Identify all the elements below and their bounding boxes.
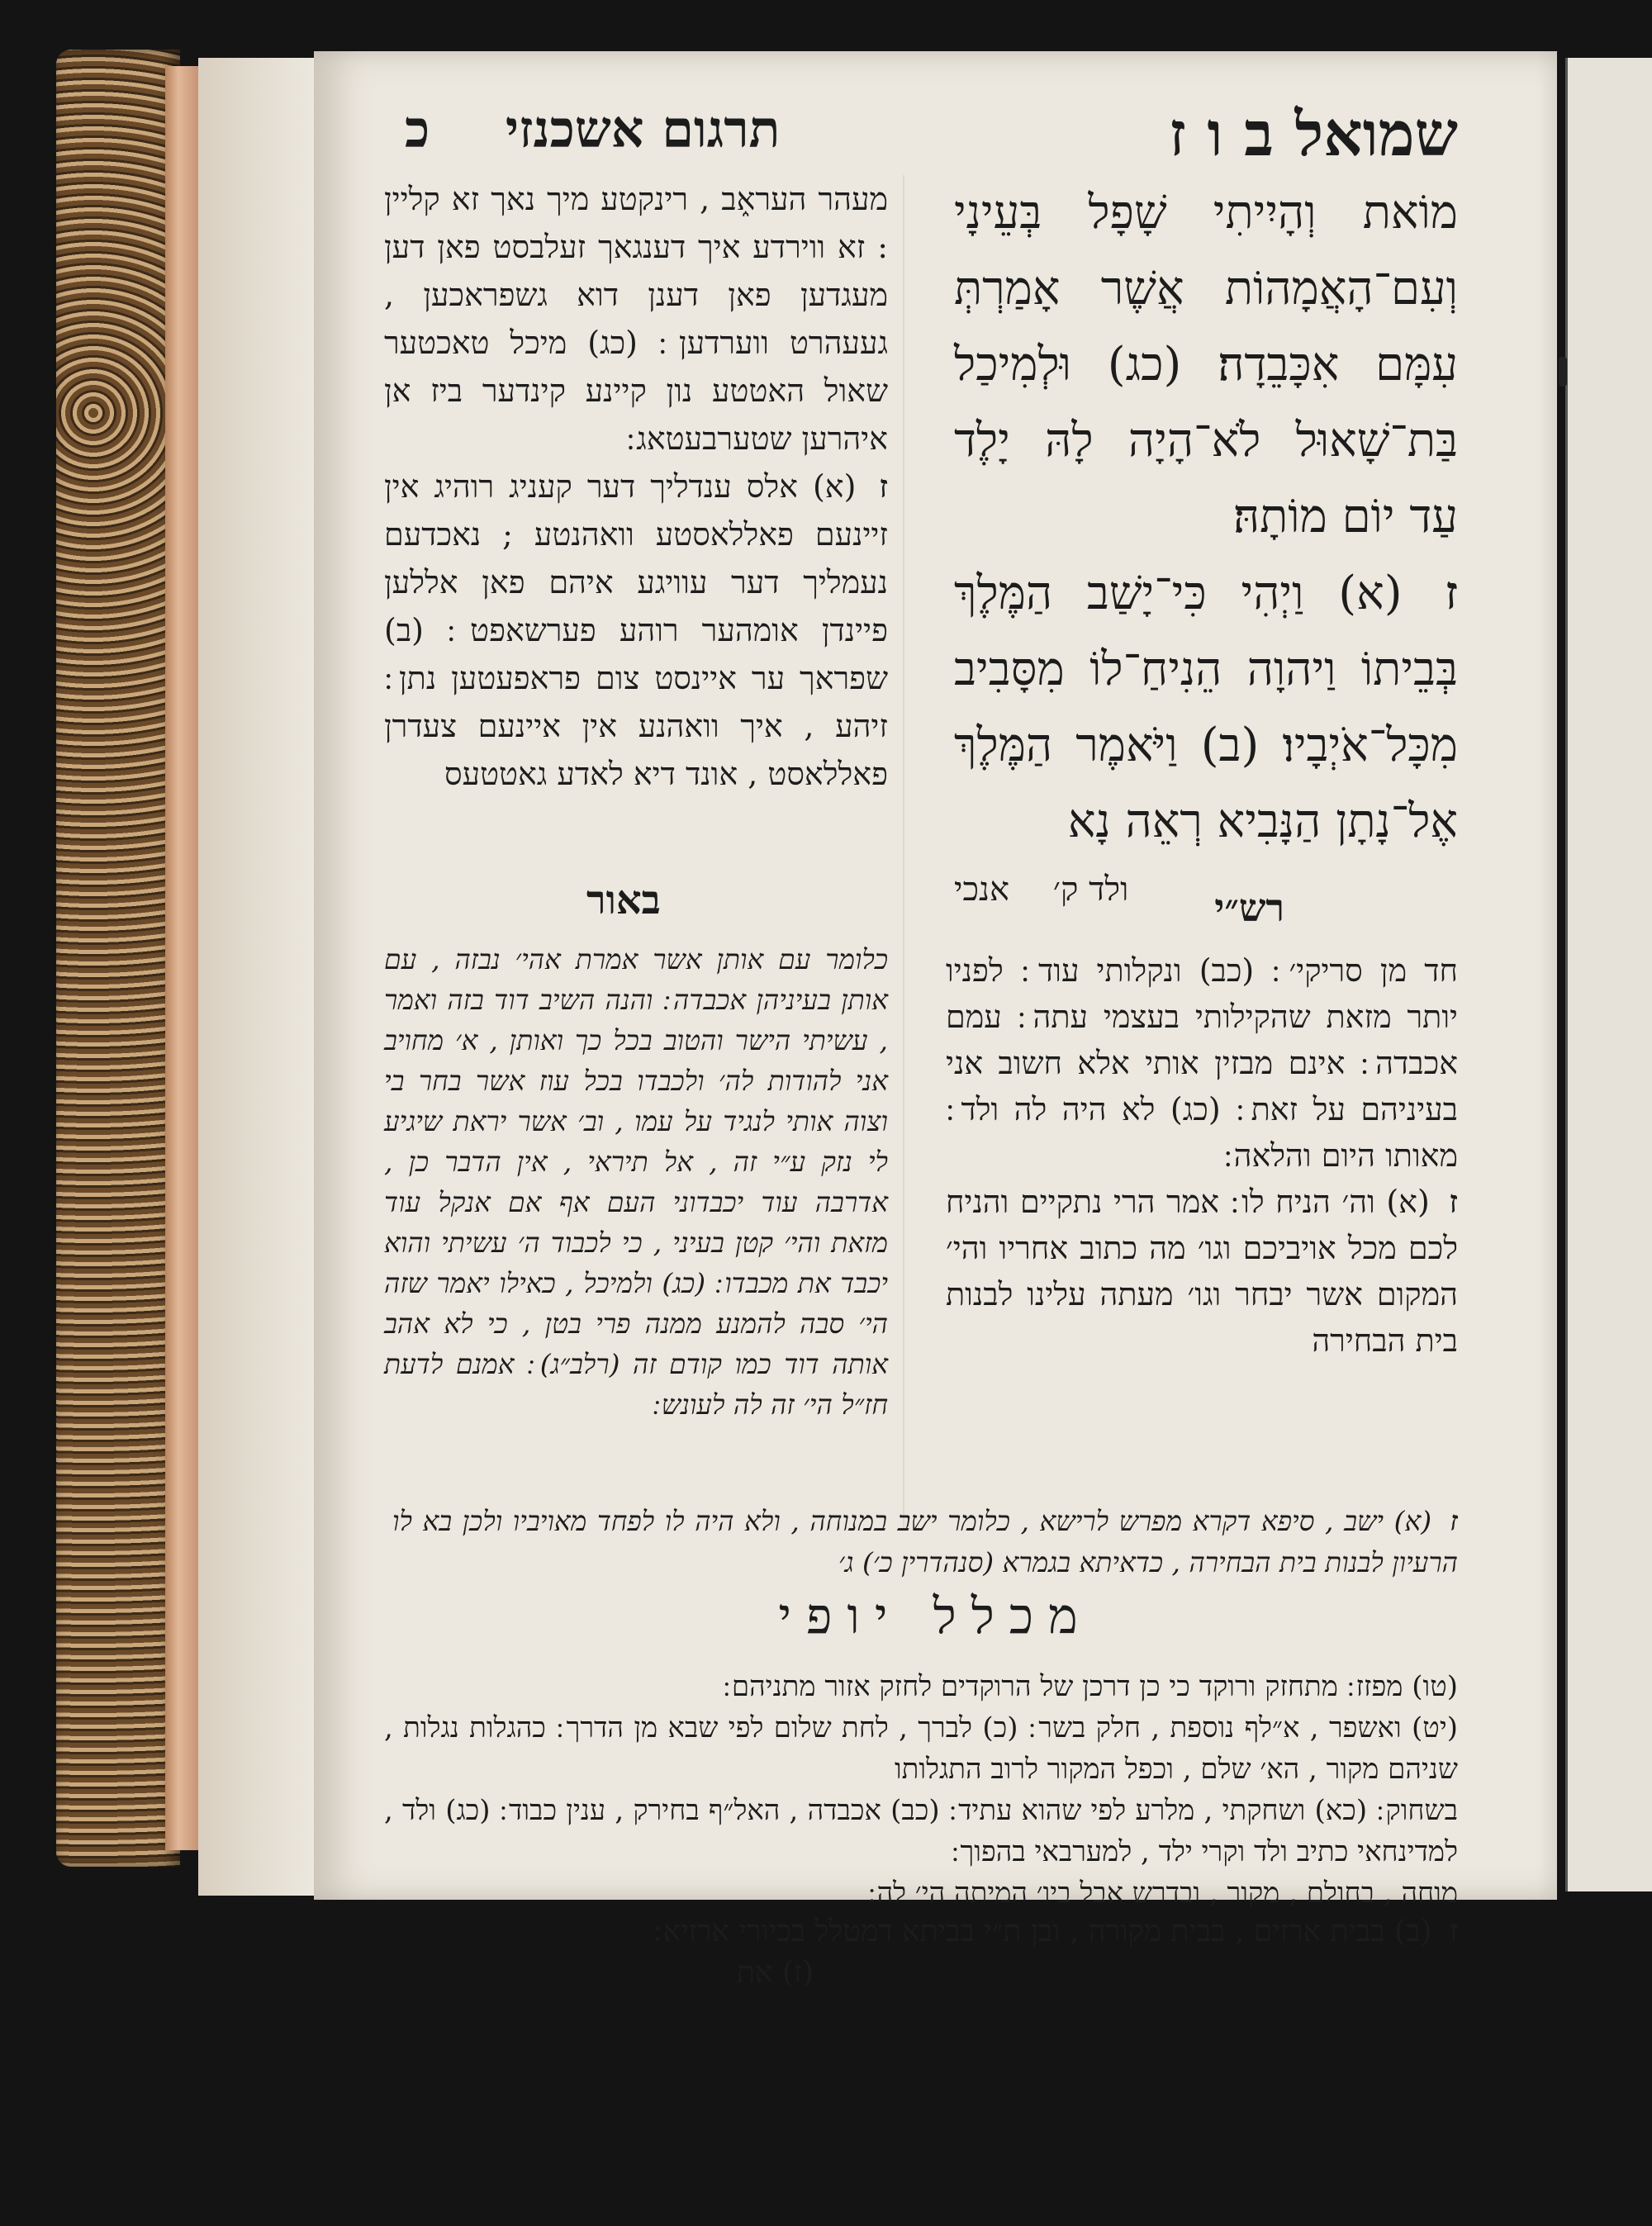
chapter-marker: ז: [1449, 1183, 1458, 1220]
book-page: [314, 51, 1557, 1990]
bible-text-part2: [954, 555, 1458, 860]
rashi-verse-text: (א) וה׳ הניח לו ׃ אמר הרי נתקיים והניח לכם מכל אויביכם וגו׳ מה כתוב אחריו והי׳ המקום אשר יבחר וגו׳ מעתה עלינו לבנות בית הבחירה: [946, 1184, 1458, 1359]
tail-line: [384, 1914, 1458, 1948]
mikhlal-line: בשחוק ׃ (כא) ושחקתי , מלרע לפי שהוא עתיד ׃ (כב) אכבדה , האל״ף בחירק , ענין כבוד ׃ (כג) ולד , למדינחאי כתיב ולד וקרי ילד , למערבאי בהפוך ׃: [384, 1794, 1458, 1868]
chapter-marker: ז: [1449, 1914, 1458, 1948]
mikhlal-line: מוחה , בחולם , מקור , ובדרש אבל ביו׳ המיתה הי׳ לה ׃: [867, 1877, 1458, 1910]
page-gutter: [198, 58, 314, 1896]
mikhlal-yofi-heading: מכלל יופי: [778, 1588, 1093, 1645]
targum-title: תרגום אשכנזי: [505, 99, 781, 159]
mikhlal-line: (טו) מפזז ׃ מתחזק ורוקד כי כן דרכן של הרוקדים לחזק אזור מתניהם ׃: [723, 1670, 1458, 1703]
targum-text-part2: [384, 463, 888, 798]
book-binding: [56, 50, 180, 1867]
kri-label: ולד ק׳: [1052, 871, 1129, 909]
rashi-heading: רש״י: [1214, 885, 1284, 930]
mikhlal-line: (יט) ואשפר , א״לף נוספת , חלק בשר ׃ (כ) לברך , לחת שלום לפי שבא מן הדרך ׃ כהגלות נגלות , שניהם מקור , הא׳ שלם , וכפל המקור לרוב התגלותו: [384, 1711, 1458, 1786]
bottom-note: [392, 1501, 1458, 1583]
bible-text-column: [954, 175, 1458, 928]
mikhlal-yofi-commentary: [384, 1666, 1458, 1914]
biur-heading: באור: [586, 877, 661, 923]
binding-thread: [1559, 357, 1567, 387]
bible-text-part1: מוֹאת וְהָיִיתִי שָׁפָל בְּעֵינָי וְעִם־הָאֲמָהוֹת אֲשֶׁר אָמַרְתְּ עִמָּם אִכָּבֵדָה׃ (כג) וּלְמִיכַל בַּת־שָׁאוּל לֹא־הָיָה לָהּ יָלֶד עַד יוֹם מוֹתָהּ׃: [954, 186, 1458, 543]
bible-verse-text: (א) וַיְהִי כִּי־יָשַׁב הַמֶּלֶךְ בְּבֵיתוֹ וַיהוָה הֵנִיחַ־לוֹ מִסָּבִיב מִכָּל־אֹיְבָיו׃ (ב) וַיֹּאמֶר הַמֶּלֶךְ אֶל־נָתָן הַנָּבִיא רְאֵה נָא: [954, 567, 1458, 848]
page-edges: [165, 66, 198, 1850]
rashi-commentary: [946, 947, 1458, 1364]
chapter-marker: ז: [1450, 1505, 1458, 1537]
biur-commentary: [384, 939, 888, 1425]
catchword: (ז) את: [736, 1956, 814, 1990]
running-head-book: שמואל ב ו ז: [1169, 99, 1458, 170]
bottom-note-text: (א) ישב , סיפא דקרא מפרש לרישא , כלומר ישב במנוחה , ולא היה לו לפחד מאויביו ולכן בא לו הרעיון לבנות בית הבחירה , כדאיתא בגמרא (סנהדרין כ׳) ג׳: [392, 1505, 1458, 1578]
targum-verse-text: (א) אלס ענדליך דער קעניג רוהיג אין זיינעם פאללאסטע וואהנטע ; נאכדעם נעמליך דער עוויגע איהם פאן אללען פיינדן אומהער רוהע פערשאפט ׃ (ב) שפראך ער איינסט צום פראפעטען נתן ׃ זיהע , איך וואהנע אין איינעם צעדרן פאללאסט , אונד דיא לאדע גאטטעס: [384, 468, 888, 792]
running-head-targum: [405, 99, 781, 160]
facing-page-edge: [1565, 58, 1652, 1891]
kri-word: אנכי: [954, 871, 1010, 909]
kri-ketiv-note: [954, 852, 1458, 928]
targum-column: [384, 175, 888, 798]
rashi-text-part2: [946, 1179, 1458, 1364]
tail-text: (ב) בבית ארזים , בבית מקורה , ובן ת״י בביתא דמטלל בכיורי ארזיא ׃: [653, 1915, 1432, 1948]
biur-text: כלומר עם אותן אשר אמרת אהי׳ נבזה , עם אותן בעיניהן אכבדה ׃ והנה השיב דוד בזה ואמר , עשיתי הישר והטוב בכל כך ואותן , א׳ מחויב אני להודות לה׳ ולכבדו בכל עוז אשר בחר בי וצוה אותי לנגיד על עמו , וב׳ אשר יראת שיגיע לי נזק ע״י זה , אל תיראי , אין הדבר כן , אדרבה עוד יכבדוני העם אף אם אנקל עוד מזאת והי׳ קטן בעיני , כי לכבוד ה׳ עשיתי והוא יכבד את מכבדו ׃ (כג) ולמיכל , כאילו יאמר שזה הי׳ סבה להמנע ממנה פרי בטן , כי לא אהב אותה דוד כמו קודם זה (רלב״ג) ׃ אמנם לדעת חז״ל הי׳ זה לה לעונש ׃: [384, 943, 888, 1421]
rashi-text-part1: חד מן סריקי׳ ׃ (כב) ונקלותי עוד ׃ לפניו יותר מזאת שהקילותי בעצמי עתה ׃ עמם אכבדה ׃ אינם מבזין אותי אלא חשוב אני בעיניהם על זאת ׃ (כג) לא היה לה ולד ׃ מאותו היום והלאה ׃: [946, 952, 1458, 1174]
chapter-marker: ז: [879, 468, 888, 505]
chapter-marker: ז: [1445, 566, 1458, 620]
targum-text-part1: מעהר הערא֑ב , רינקטע מיך נאך זא קליין : זא ווירדע איך דענגאך זעלבסט פאן דען מעגדען פאן דענן דוא גשפראכען , געעהרט ווערדען ׃ (כג) מיכל טאכטער שאול האטטע נון קיינע קינדער ביז אן איהרען שטערבעטאג ׃: [384, 181, 888, 457]
column-divider: [903, 175, 904, 1530]
page-letter: כ: [405, 99, 430, 159]
